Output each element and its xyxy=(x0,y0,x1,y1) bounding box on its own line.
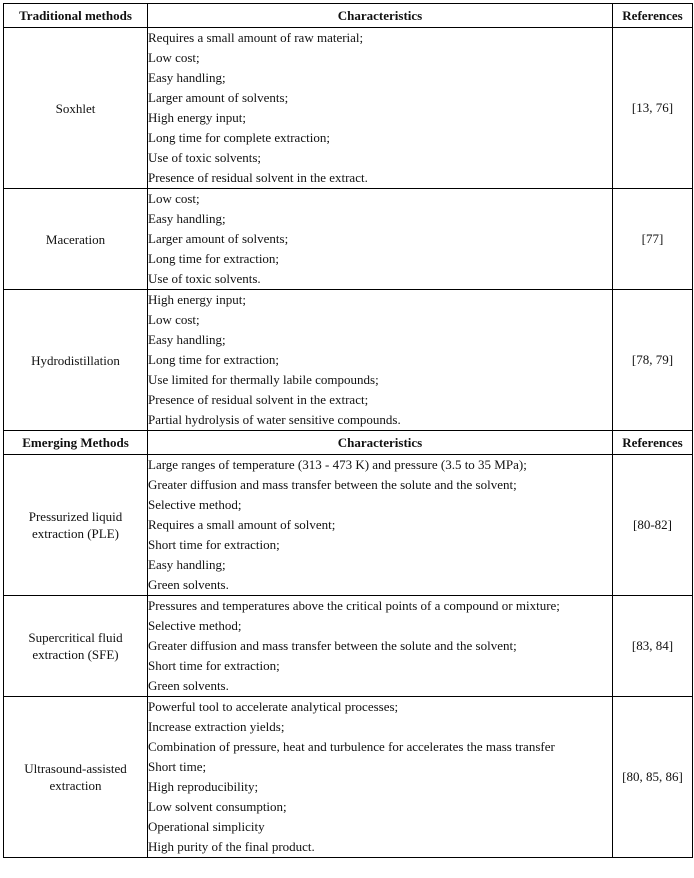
characteristic-item: Selective method; xyxy=(148,497,242,512)
characteristic-item: Selective method; xyxy=(148,618,242,633)
characteristics-cell xyxy=(148,596,613,697)
header-characteristics: Characteristics xyxy=(148,431,613,455)
characteristic-item: Use limited for thermally labile compounds; xyxy=(148,372,379,387)
table-row xyxy=(4,290,693,431)
characteristic-item: Green solvents. xyxy=(148,577,229,592)
characteristic-item: Increase extraction yields; xyxy=(148,719,285,734)
method-name: Supercritical fluid extraction (SFE) xyxy=(4,596,148,697)
characteristic-item: Short time; xyxy=(148,759,207,774)
characteristic-item: Operational simplicity xyxy=(148,819,265,834)
method-name: Soxhlet xyxy=(4,28,148,189)
characteristic-item: Combination of pressure, heat and turbulence for accelerates the mass transfer xyxy=(148,739,555,754)
header-characteristics: Characteristics xyxy=(148,4,613,28)
table-row xyxy=(4,697,693,858)
characteristic-item: Low solvent consumption; xyxy=(148,799,287,814)
characteristic-item: Large ranges of temperature (313 - 473 K) and pressure (3.5 to 35 MPa); xyxy=(148,457,527,472)
characteristics-cell xyxy=(148,697,613,858)
characteristic-item: High energy input; xyxy=(148,110,246,125)
characteristic-item: Use of toxic solvents; xyxy=(148,150,262,165)
characteristic-item: Requires a small amount of raw material; xyxy=(148,30,364,45)
characteristic-item: Powerful tool to accelerate analytical processes; xyxy=(148,699,399,714)
header-references: References xyxy=(613,4,693,28)
references-cell: [83, 84] xyxy=(613,596,693,697)
characteristic-item: High purity of the final product. xyxy=(148,839,315,854)
characteristic-item: Presence of residual solvent in the extract; xyxy=(148,392,369,407)
characteristic-item: Easy handling; xyxy=(148,557,226,572)
characteristic-item: Partial hydrolysis of water sensitive compounds. xyxy=(148,412,401,427)
section-header-row xyxy=(4,431,693,455)
characteristics-cell xyxy=(148,290,613,431)
characteristic-item: Presence of residual solvent in the extract. xyxy=(148,170,368,185)
header-references: References xyxy=(613,431,693,455)
characteristics-cell xyxy=(148,189,613,290)
header-method: Traditional methods xyxy=(4,4,148,28)
characteristic-item: Low cost; xyxy=(148,191,200,206)
characteristic-item: Pressures and temperatures above the critical points of a compound or mixture; xyxy=(148,598,560,613)
characteristic-item: Low cost; xyxy=(148,312,200,327)
references-cell: [13, 76] xyxy=(613,28,693,189)
section-header-row xyxy=(4,4,693,28)
references-cell: [77] xyxy=(613,189,693,290)
characteristic-item: Requires a small amount of solvent; xyxy=(148,517,336,532)
references-cell: [78, 79] xyxy=(613,290,693,431)
characteristic-item: Long time for complete extraction; xyxy=(148,130,330,145)
characteristic-item: Short time for extraction; xyxy=(148,658,280,673)
characteristic-item: Greater diffusion and mass transfer between the solute and the solvent; xyxy=(148,477,517,492)
method-name: Ultrasound-assisted extraction xyxy=(4,697,148,858)
characteristic-item: Easy handling; xyxy=(148,70,226,85)
extraction-methods-table xyxy=(3,3,693,858)
characteristic-item: High reproducibility; xyxy=(148,779,259,794)
method-name: Maceration xyxy=(4,189,148,290)
characteristic-item: Easy handling; xyxy=(148,332,226,347)
table-row xyxy=(4,28,693,189)
method-name: Pressurized liquid extraction (PLE) xyxy=(4,455,148,596)
table-row xyxy=(4,596,693,697)
characteristic-item: Use of toxic solvents. xyxy=(148,271,261,286)
characteristic-item: Larger amount of solvents; xyxy=(148,231,289,246)
header-method: Emerging Methods xyxy=(4,431,148,455)
characteristic-item: Long time for extraction; xyxy=(148,251,280,266)
characteristic-item: Long time for extraction; xyxy=(148,352,280,367)
characteristic-item: Greater diffusion and mass transfer between the solute and the solvent; xyxy=(148,638,517,653)
table-row xyxy=(4,455,693,596)
characteristic-item: Easy handling; xyxy=(148,211,226,226)
method-name: Hydrodistillation xyxy=(4,290,148,431)
characteristics-cell xyxy=(148,28,613,189)
characteristic-item: High energy input; xyxy=(148,292,246,307)
characteristic-item: Green solvents. xyxy=(148,678,229,693)
table-body xyxy=(4,4,693,858)
characteristic-item: Low cost; xyxy=(148,50,200,65)
table-row xyxy=(4,189,693,290)
characteristic-item: Short time for extraction; xyxy=(148,537,280,552)
characteristic-item: Larger amount of solvents; xyxy=(148,90,289,105)
characteristics-cell xyxy=(148,455,613,596)
references-cell: [80-82] xyxy=(613,455,693,596)
references-cell: [80, 85, 86] xyxy=(613,697,693,858)
